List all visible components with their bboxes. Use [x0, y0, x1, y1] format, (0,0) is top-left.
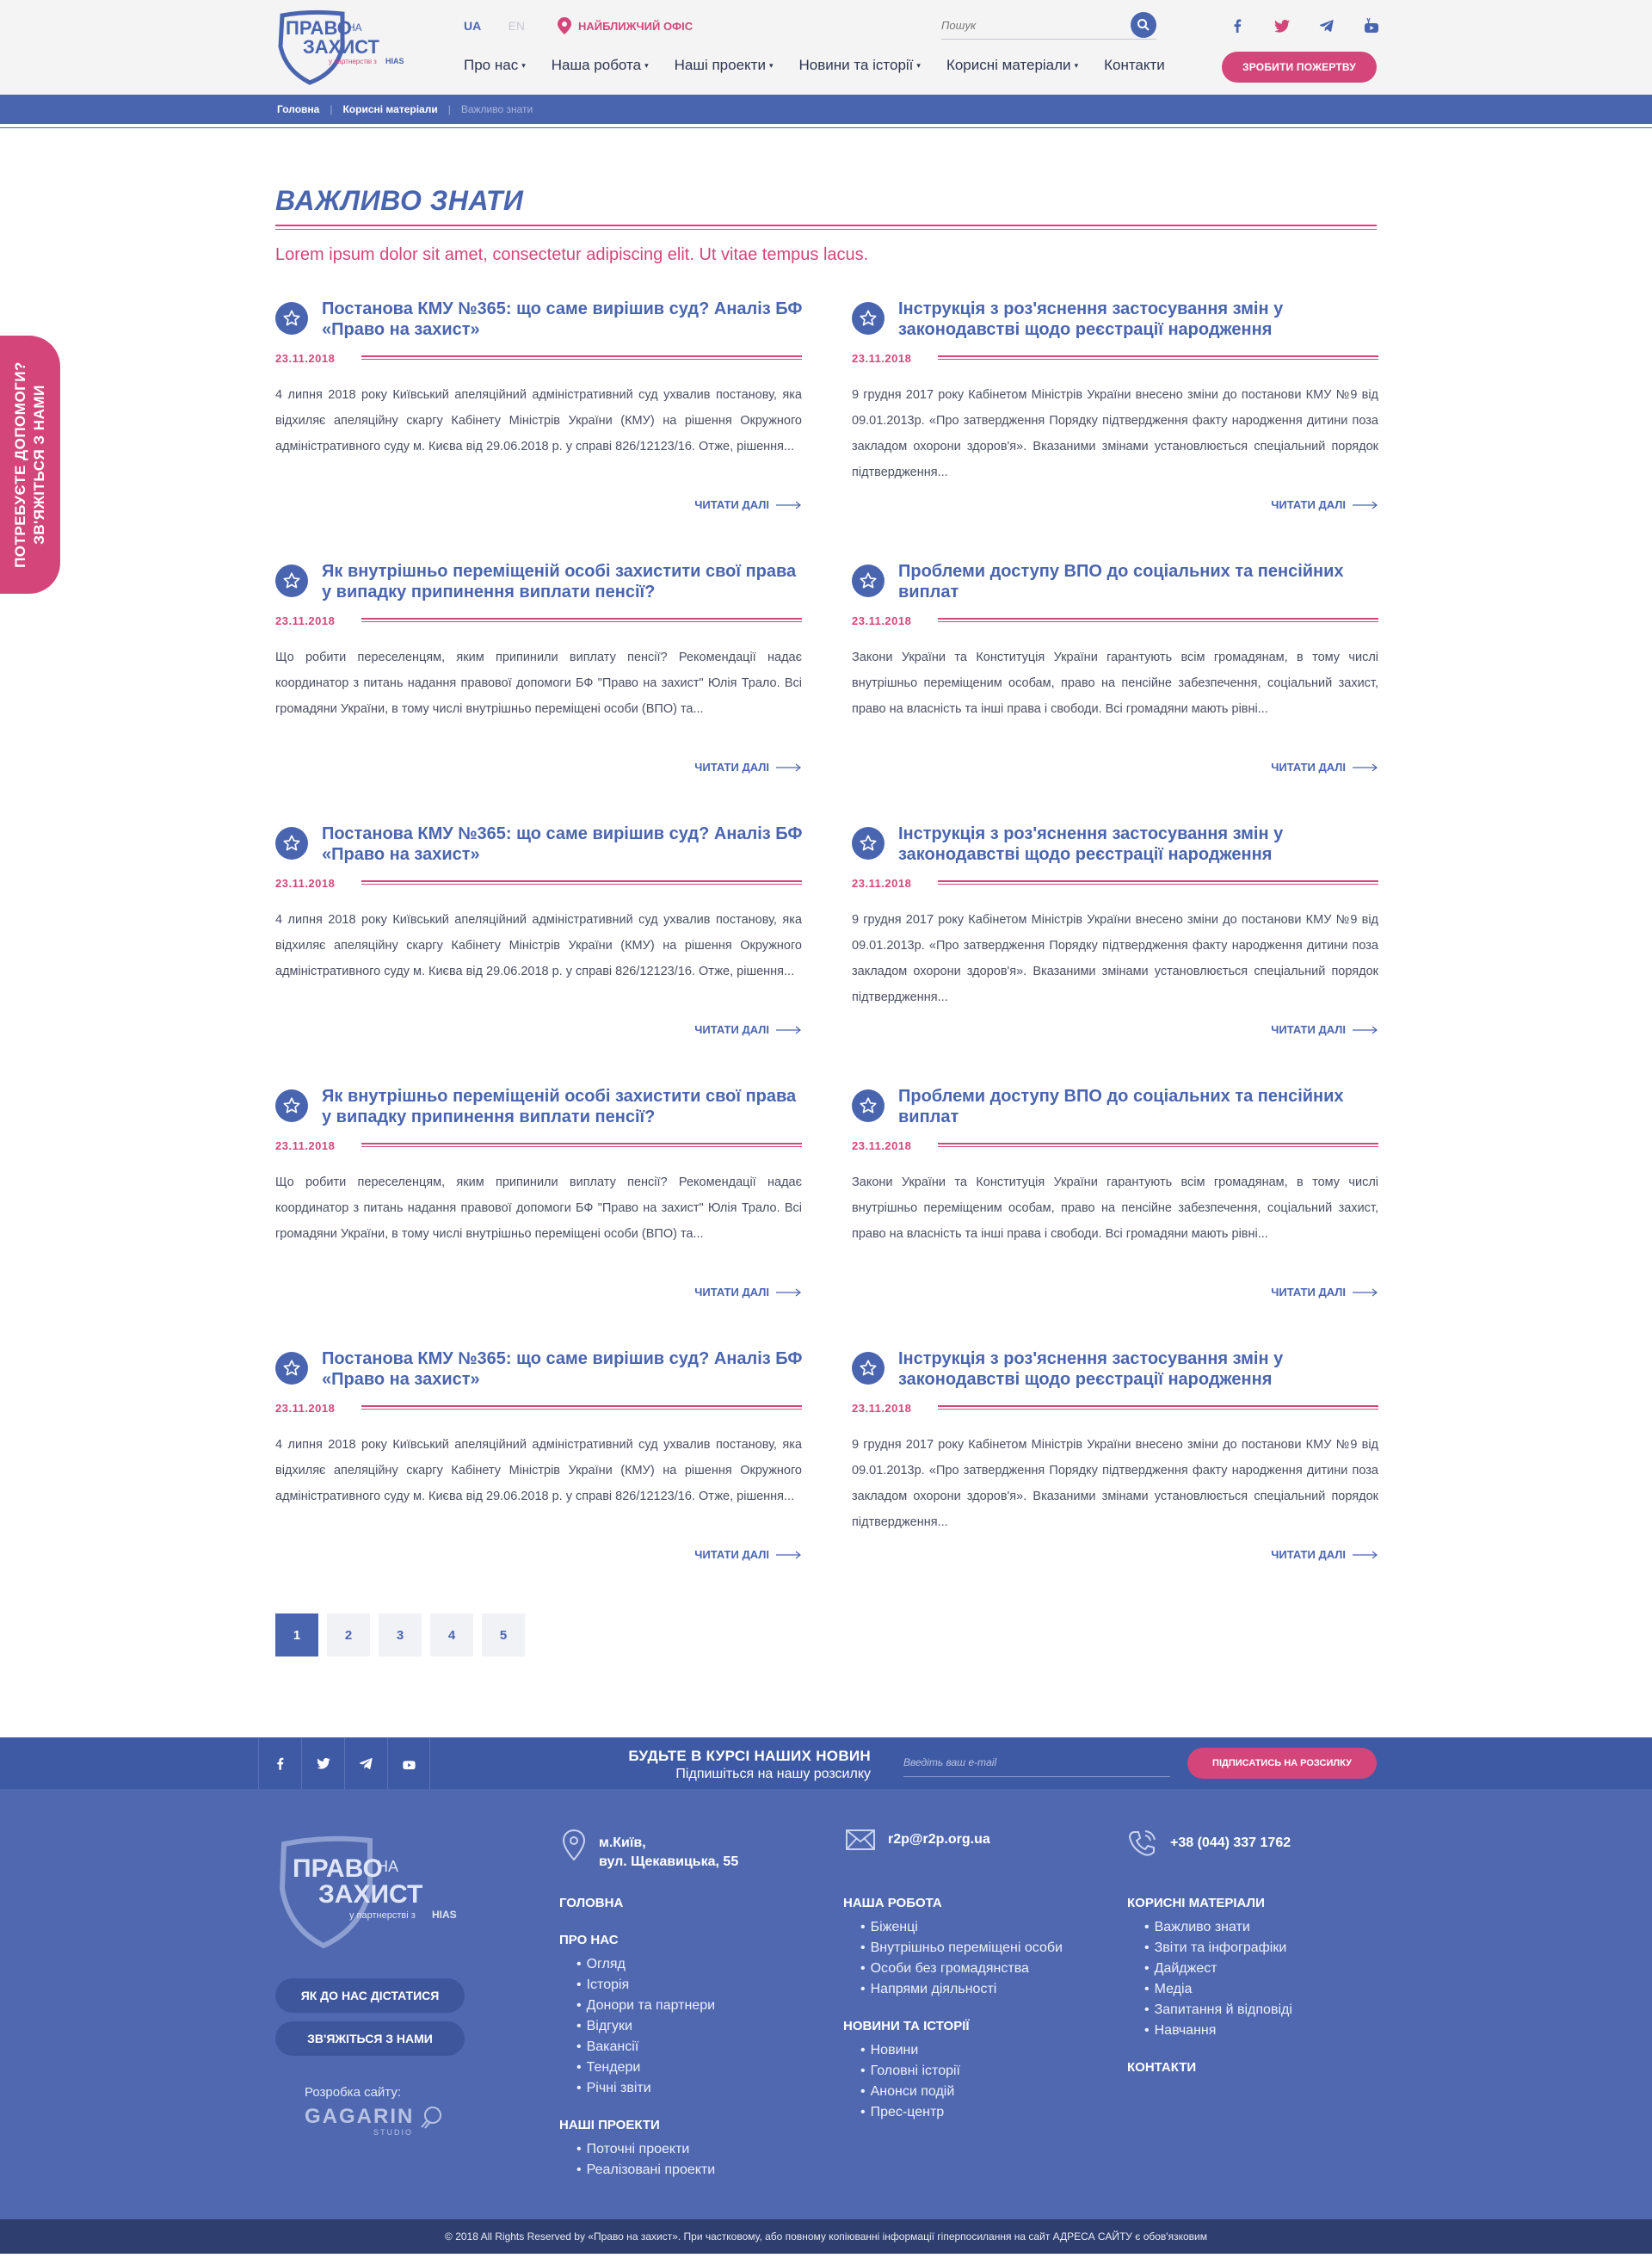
nav-item-projects[interactable]: [675, 57, 774, 74]
copyright-bar: [0, 2219, 1652, 2254]
star-icon: [859, 309, 878, 328]
subscribe-subline: Підпишіться на нашу розсилку: [675, 1767, 871, 1781]
rocket-icon: [419, 2104, 445, 2130]
article-card: [852, 299, 1378, 548]
article-date: 23.11.2018: [275, 1139, 336, 1152]
breadcrumb-separator: |: [447, 103, 451, 115]
footer-link[interactable]: • Поточні проекти: [576, 2139, 715, 2160]
read-more-label: ЧИТАТИ ДАЛІ: [694, 1023, 769, 1036]
article-divider: [938, 1405, 1378, 1410]
read-more-link[interactable]: [694, 1548, 802, 1561]
star-icon: [282, 571, 301, 590]
star-icon: [859, 1359, 878, 1378]
search-icon: [1137, 18, 1150, 32]
telegram-icon[interactable]: [344, 1737, 387, 1789]
arrow-right-icon: [776, 1026, 802, 1034]
footer-link[interactable]: • Головні історії: [860, 2061, 1063, 2082]
nav-item-news[interactable]: [798, 57, 920, 74]
arrow-right-icon: [1353, 1288, 1378, 1297]
search-input[interactable]: [941, 12, 1113, 38]
main-nav: [464, 57, 1191, 74]
language-switcher: [464, 19, 525, 33]
article-date: 23.11.2018: [852, 614, 912, 627]
read-more-label: ЧИТАТИ ДАЛІ: [1271, 1023, 1346, 1036]
article-excerpt: 4 липня 2018 року Київський апеляційний адміністративний суд ухвалив постанову, яка відхиляє апеляційну скаргу Кабінету Міністрів України (КМУ) на рішення Окружного адміністративного суду м. Києва від 29.06.2018 р. у справі 826/12123/16. Отже, рішення...: [275, 1438, 802, 1503]
article-excerpt: 4 липня 2018 року Київський апеляційний адміністративний суд ухвалив постанову, яка відхиляє апеляційну скаргу Кабінету Міністрів України (КМУ) на рішення Окружного адміністративного суду м. Києва від 29.06.2018 р. у справі 826/12123/16. Отже, рішення...: [275, 388, 802, 453]
article-star-badge: [852, 1352, 885, 1385]
article-star-badge: [275, 1089, 308, 1122]
email-address: r2p@r2p.org.ua: [888, 1832, 990, 1847]
footer-link[interactable]: • Напрями діяльності: [860, 1979, 1063, 2000]
nav-item-materials[interactable]: [946, 57, 1078, 74]
article-card: [275, 1348, 802, 1598]
phone-icon: [1127, 1829, 1158, 1858]
nav-label: Про нас: [464, 57, 519, 73]
read-more-link[interactable]: [1271, 498, 1378, 511]
envelope-icon: [845, 1829, 876, 1851]
logo-text-partner: у партнерстві з: [329, 58, 377, 65]
search-button[interactable]: [1131, 12, 1156, 38]
telegram-icon[interactable]: [1304, 14, 1349, 38]
footer-logo-zakhyst: ЗАХИСТ: [318, 1880, 423, 1909]
subscribe-email-input[interactable]: Введіть ваш e-mail: [903, 1749, 1170, 1777]
article-star-badge: [852, 564, 885, 597]
article-card: [852, 1348, 1378, 1598]
article-star-badge: [275, 827, 308, 860]
article-title[interactable]: Проблеми доступу ВПО до соціальних та пенсійних виплат: [898, 1087, 1344, 1126]
footer-logo[interactable]: [275, 1832, 465, 1953]
read-more-link[interactable]: [1271, 1548, 1378, 1561]
help-tab-line2: ЗВ'ЯЖІТЬСЯ З НАМИ: [31, 385, 48, 545]
nav-item-about[interactable]: [464, 57, 526, 74]
star-icon: [859, 834, 878, 853]
read-more-label: ЧИТАТИ ДАЛІ: [694, 761, 769, 774]
address-line1: м.Київ,: [599, 1835, 646, 1850]
article-card: [852, 824, 1378, 1073]
article-excerpt: Закони України та Конституція України гарантують всім громадянам, в тому числі внутрішньо переміщеним особам, право на пенсійне забезпечення, соціальний захист, право на власність та інші права і свободи. Всі громадяни мають рівні...: [852, 1175, 1378, 1241]
footer-heading-materials[interactable]: КОРИСНІ МАТЕРІАЛИ: [1127, 1896, 1265, 1910]
article-card: [275, 1086, 802, 1336]
article-star-badge: [275, 302, 308, 335]
footer-link[interactable]: • Медіа: [1144, 1979, 1292, 2000]
article-star-badge: [852, 302, 885, 335]
article-star-badge: [852, 827, 885, 860]
nav-label: Наші проекти: [674, 57, 766, 73]
chevron-down-icon: ▾: [521, 60, 526, 70]
footer-link[interactable]: • Біженці: [860, 1917, 1063, 1938]
breadcrumb-materials[interactable]: Корисні матеріали: [342, 103, 438, 115]
star-icon: [282, 1096, 301, 1115]
article-divider: [361, 618, 802, 622]
article-date: 23.11.2018: [852, 1139, 912, 1152]
search-box: [941, 12, 1156, 40]
address-line2: вул. Щекавицька, 55: [599, 1854, 739, 1869]
developer-logo[interactable]: [305, 2104, 445, 2137]
footer-link[interactable]: • Відгуки: [576, 2016, 715, 2037]
footer-heading-projects[interactable]: НАШІ ПРОЕКТИ: [559, 2118, 660, 2132]
twitter-icon[interactable]: [1260, 14, 1304, 38]
developer-studio: STUDIO: [373, 2128, 414, 2137]
nav-item-our-work[interactable]: [552, 57, 649, 74]
footer-link[interactable]: • Річні звіти: [576, 2078, 715, 2099]
footer-list-materials: [1144, 1917, 1292, 2041]
article-date: 23.11.2018: [275, 1402, 336, 1415]
logo-shield-icon: [275, 9, 413, 86]
breadcrumb-current: Важливо знати: [460, 103, 533, 115]
footer-link[interactable]: • Навчання: [1144, 2020, 1292, 2041]
article-title[interactable]: Постанова КМУ №365: що саме вирішив суд? Аналіз БФ «Право на захист»: [322, 1349, 803, 1389]
read-more-label: ЧИТАТИ ДАЛІ: [1271, 761, 1346, 774]
footer-address: [561, 1829, 738, 1872]
article-date: 23.11.2018: [275, 614, 336, 627]
facebook-icon[interactable]: [258, 1737, 301, 1789]
article-divider: [938, 355, 1378, 360]
donate-button[interactable]: ЗРОБИТИ ПОЖЕРТВУ: [1222, 52, 1377, 83]
help-tab-line1: ПОТРЕБУЄТЕ ДОПОМОГИ?: [12, 361, 29, 568]
footer-link[interactable]: • Прес-центр: [860, 2102, 1063, 2123]
arrow-right-icon: [776, 1551, 802, 1559]
nav-label: Наша робота: [551, 57, 642, 73]
article-excerpt: 9 грудня 2017 року Кабінетом Міністрів України внесено зміни до постанови КМУ №9 від 09.01.2013р. «Про затвердження Порядку підтвердження факту народження дитини поза закладом охорони здоров'я». Вказаними змінами установлюється спеціальний порядок підтвердження...: [852, 913, 1378, 1004]
chevron-down-icon: ▾: [916, 60, 921, 70]
logo-text-hias: HIAS: [385, 57, 404, 65]
article-title[interactable]: Інструкція з роз'яснення застосування змін у законодавстві щодо реєстрації народження: [898, 824, 1284, 864]
contact-us-button[interactable]: ЗВ'ЯЖІТЬСЯ З НАМИ: [275, 2021, 465, 2056]
page-link[interactable]: 5: [482, 1613, 525, 1656]
title-divider: [275, 225, 1377, 230]
article-title[interactable]: Постанова КМУ №365: що саме вирішив суд? Аналіз БФ «Право на захист»: [322, 824, 803, 864]
article-divider: [361, 880, 802, 885]
article-title[interactable]: Як внутрішньо переміщеній особі захистити свої права у випадку припинення виплати пенсії?: [322, 562, 797, 602]
developer-label: Розробка сайту:: [305, 2085, 402, 2100]
read-more-link[interactable]: [694, 1023, 802, 1036]
nav-label: Новини та історії: [798, 57, 914, 73]
article-title[interactable]: Постанова КМУ №365: що саме вирішив суд? Аналіз БФ «Право на захист»: [322, 299, 803, 339]
article-excerpt: 4 липня 2018 року Київський апеляційний адміністративний суд ухвалив постанову, яка відхиляє апеляційну скаргу Кабінету Міністрів України (КМУ) на рішення Окружного адміністративного суду м. Києва від 29.06.2018 р. у справі 826/12123/16. Отже, рішення...: [275, 913, 802, 978]
footer-email[interactable]: [845, 1829, 990, 1851]
arrow-right-icon: [776, 763, 802, 772]
article-excerpt: Що робити переселенцям, яким припинили виплату пенсії? Рекомендації надає координатор з питань надання правової допомоги БФ "Право на захист" Юлія Трало. Всі громадяни України, в тому числі внутрішньо переміщені особи (ВПО) та...: [275, 1175, 802, 1241]
breadcrumb-separator: |: [330, 103, 333, 115]
arrow-right-icon: [1353, 1026, 1378, 1034]
footer-col-3: [1127, 1896, 1292, 2075]
footer-link[interactable]: • Особи без громадянства: [860, 1959, 1063, 1979]
read-more-label: ЧИТАТИ ДАЛІ: [1271, 1286, 1346, 1299]
lang-ua[interactable]: UA: [464, 19, 481, 33]
article-divider: [938, 880, 1378, 885]
arrow-right-icon: [1353, 1551, 1378, 1559]
article-date: 23.11.2018: [275, 352, 336, 365]
footer-link[interactable]: • Реалізовані проекти: [576, 2160, 715, 2181]
footer-link[interactable]: • Важливо знати: [1144, 1917, 1292, 1938]
read-more-link[interactable]: [1271, 1286, 1378, 1299]
site-header: [0, 0, 1652, 95]
read-more-label: ЧИТАТИ ДАЛІ: [694, 1548, 769, 1561]
nav-label: Корисні матеріали: [946, 57, 1071, 73]
footer-col-2: [843, 1896, 1063, 2142]
developer-name: GAGARIN: [305, 2105, 415, 2128]
page-link[interactable]: 2: [327, 1613, 370, 1656]
footer-heading-work[interactable]: НАША РОБОТА: [843, 1896, 942, 1910]
nav-item-contacts[interactable]: [1104, 57, 1165, 74]
read-more-link[interactable]: [694, 498, 802, 511]
read-more-label: ЧИТАТИ ДАЛІ: [1271, 498, 1346, 511]
chevron-down-icon: ▾: [768, 60, 774, 70]
footer-heading-contacts[interactable]: КОНТАКТИ: [1127, 2060, 1197, 2075]
footer-logo-pravo: ПРАВО: [293, 1854, 383, 1883]
article-title[interactable]: Проблеми доступу ВПО до соціальних та пенсійних виплат: [898, 562, 1344, 602]
youtube-icon[interactable]: [387, 1737, 430, 1789]
read-more-link[interactable]: [1271, 761, 1378, 774]
article-title[interactable]: Інструкція з роз'яснення застосування змін у законодавстві щодо реєстрації народження: [898, 299, 1284, 339]
page-link[interactable]: 3: [379, 1613, 422, 1656]
footer-link[interactable]: • Тендери: [576, 2057, 715, 2078]
read-more-label: ЧИТАТИ ДАЛІ: [1271, 1548, 1346, 1561]
footer-heading-about[interactable]: ПРО НАС: [559, 1933, 619, 1947]
arrow-right-icon: [1353, 501, 1378, 509]
breadcrumb-home[interactable]: Головна: [277, 103, 320, 115]
page-lead: Lorem ipsum dolor sit amet, consectetur adipiscing elit. Ut vitae tempus lacus.: [275, 245, 869, 264]
footer-link[interactable]: • Запитання й відповіді: [1144, 2000, 1292, 2020]
footer-link[interactable]: • Огляд: [576, 1954, 715, 1975]
article-date: 23.11.2018: [852, 352, 912, 365]
pagination: [275, 1613, 525, 1656]
article-excerpt: 9 грудня 2017 року Кабінетом Міністрів України внесено зміни до постанови КМУ №9 від 09.01.2013р. «Про затвердження Порядку підтвердження факту народження дитини поза закладом охорони здоров'я». Вказаними змінами установлюється спеціальний порядок підтвердження...: [852, 388, 1378, 479]
read-more-link[interactable]: [694, 1286, 802, 1299]
nearest-office-label: НАЙБЛИЖЧИЙ ОФІС: [578, 19, 693, 33]
article-card: [275, 299, 802, 548]
article-divider: [938, 1143, 1378, 1147]
footer-list-projects: [576, 2139, 715, 2181]
footer-col-1: [559, 1896, 715, 2199]
lang-en[interactable]: EN: [508, 19, 526, 33]
footer-list-news: [860, 2040, 1063, 2123]
article-card: [275, 824, 802, 1073]
footer-phone[interactable]: [1127, 1829, 1291, 1858]
footer-link[interactable]: • Донори та партнери: [576, 1996, 715, 2016]
star-icon: [859, 1096, 878, 1115]
footer-logo-hias: HIAS: [432, 1909, 457, 1921]
footer-link[interactable]: • Вакансії: [576, 2037, 715, 2057]
phone-number: +38 (044) 337 1762: [1170, 1835, 1291, 1850]
article-divider: [361, 1143, 802, 1147]
footer-link[interactable]: • Звіти та інфографіки: [1144, 1938, 1292, 1959]
read-more-label: ЧИТАТИ ДАЛІ: [694, 498, 769, 511]
nav-label: Контакти: [1104, 57, 1165, 73]
twitter-icon[interactable]: [301, 1737, 344, 1789]
article-star-badge: [852, 1089, 885, 1122]
subscribe-bar: [0, 1737, 1652, 1789]
article-card: [275, 561, 802, 811]
arrow-right-icon: [776, 1288, 802, 1297]
article-excerpt: 9 грудня 2017 року Кабінетом Міністрів України внесено зміни до постанови КМУ №9 від 09.01.2013р. «Про затвердження Порядку підтвердження факту народження дитини поза закладом охорони здоров'я». Вказаними змінами установлюється спеціальний порядок підтвердження...: [852, 1438, 1378, 1529]
header-socials: [1215, 14, 1394, 38]
article-divider: [938, 618, 1378, 622]
article-star-badge: [275, 1352, 308, 1385]
page-title: ВАЖЛИВО ЗНАТИ: [275, 185, 524, 216]
article-title[interactable]: Як внутрішньо переміщеній особі захистити свої права у випадку припинення виплати пенсії?: [322, 1087, 797, 1126]
nearest-office-link[interactable]: [558, 17, 693, 34]
breadcrumb: [0, 95, 1652, 124]
logo-text-zakhyst: ЗАХИСТ: [303, 36, 379, 58]
footer-socials: [258, 1737, 430, 1789]
footer-link[interactable]: • Історія: [576, 1975, 715, 1996]
read-more-link[interactable]: [1271, 1023, 1378, 1036]
logo-text-pravo: ПРАВО: [286, 17, 352, 39]
article-date: 23.11.2018: [852, 1402, 912, 1415]
star-icon: [282, 1359, 301, 1378]
page-link[interactable]: 4: [430, 1613, 473, 1656]
star-icon: [859, 571, 878, 590]
read-more-label: ЧИТАТИ ДАЛІ: [694, 1286, 769, 1299]
footer-link[interactable]: • Внутрішньо переміщені особи: [860, 1938, 1063, 1959]
site-footer: [0, 1789, 1652, 2219]
article-excerpt: Закони України та Конституція України гарантують всім громадянам, в тому числі внутрішньо переміщеним особам, право на пенсійне забезпечення, соціальний захист, право на власність та інші права і свободи. Всі громадяни мають рівні...: [852, 651, 1378, 716]
star-icon: [282, 309, 301, 328]
article-date: 23.11.2018: [275, 877, 336, 890]
footer-link[interactable]: • Анонси подій: [860, 2082, 1063, 2102]
footer-logo-na: НА: [377, 1858, 399, 1875]
read-more-link[interactable]: [694, 761, 802, 774]
map-pin-icon: [558, 17, 571, 34]
subscribe-button[interactable]: ПІДПИСАТИСЬ НА РОЗСИЛКУ: [1187, 1748, 1377, 1779]
article-card: [852, 1086, 1378, 1336]
chevron-down-icon: ▾: [644, 60, 649, 70]
article-star-badge: [275, 564, 308, 597]
footer-logo-partner: у партнерстві з: [349, 1910, 416, 1921]
chevron-down-icon: ▾: [1074, 60, 1079, 70]
footer-list-work: [860, 1917, 1063, 2000]
arrow-right-icon: [776, 501, 802, 509]
facebook-icon[interactable]: [1215, 14, 1260, 38]
footer-heading-news[interactable]: НОВИНИ ТА ІСТОРІЇ: [843, 2019, 970, 2033]
article-divider: [361, 1405, 802, 1410]
article-card: [852, 561, 1378, 811]
star-icon: [282, 834, 301, 853]
map-pin-icon: [561, 1829, 587, 1861]
logo-text-na: НА: [348, 22, 362, 34]
article-divider: [361, 355, 802, 360]
subscribe-headline: БУДЬТЕ В КУРСІ НАШИХ НОВИН: [628, 1748, 871, 1764]
article-date: 23.11.2018: [852, 877, 912, 890]
article-excerpt: Що робити переселенцям, яким припинили виплату пенсії? Рекомендації надає координатор з питань надання правової допомоги БФ "Право на захист" Юлія Трало. Всі громадяни України, в тому числі внутрішньо переміщені особи (ВПО) та...: [275, 651, 802, 716]
directions-button[interactable]: ЯК ДО НАС ДІСТАТИСЯ: [275, 1978, 465, 2013]
copyright-text: © 2018 All Rights Reserved by «Право на захист». При частковому, або повному копіюванні інформації гіперпосилання на сайт АДРЕСА САЙТУ є обов'язковим: [445, 2230, 1207, 2243]
logo-shield-icon: [275, 1832, 465, 1953]
main-content: [0, 128, 1652, 1737]
article-title[interactable]: Інструкція з роз'яснення застосування змін у законодавстві щодо реєстрації народження: [898, 1349, 1284, 1389]
footer-link[interactable]: • Новини: [860, 2040, 1063, 2061]
footer-link-home[interactable]: ГОЛОВНА: [559, 1896, 624, 1910]
footer-list-about: [576, 1954, 715, 2099]
page-link[interactable]: 1: [275, 1613, 318, 1656]
youtube-icon[interactable]: [1349, 14, 1394, 38]
site-logo[interactable]: [275, 9, 413, 86]
arrow-right-icon: [1353, 763, 1378, 772]
footer-link[interactable]: • Дайджест: [1144, 1959, 1292, 1979]
